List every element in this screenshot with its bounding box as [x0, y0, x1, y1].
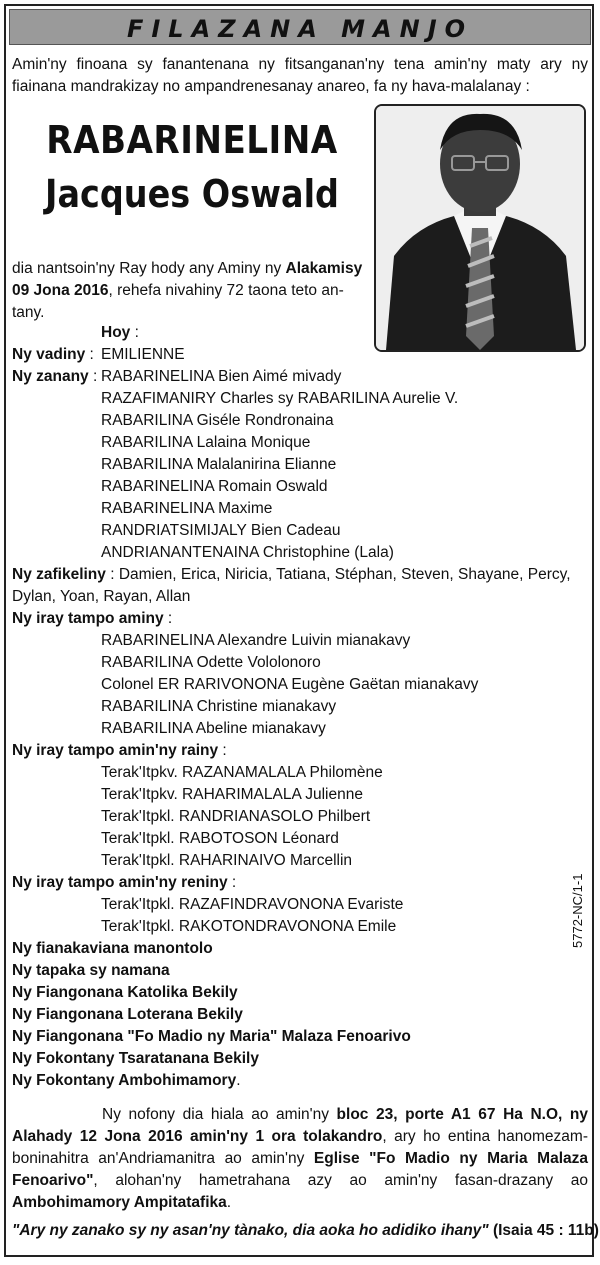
- siblings-row: Ny iray tampo aminy :: [12, 610, 173, 627]
- list-item: Terak'Itpkl. RANDRIANASOLO Philbert: [101, 808, 371, 825]
- grandchildren-names-cont: Dylan, Yoan, Rayan, Allan: [12, 588, 191, 605]
- funeral-paragraph: Ny nofony dia hiala ao amin'ny bloc 23, porte A1 67 Ha N.O, ny Alahady 12 Jona 2016 amin'ny 1 ora tolakandro, ary ho entina hanomezam-boninahitra an'Andriamanitra ao amin'ny Eglise "Fo Madio ny Maria Malaza Fenoarivo", alohan'ny hametrahana azy ao amin'ny fasan-drazany ao Ambohimamory Ampitatafika.: [12, 1106, 588, 1211]
- funeral-church: Eglise "Fo Madio ny Maria Malaza Fenoarivo": [12, 1150, 588, 1189]
- grandchildren-names: : Damien, Erica, Niricia, Tatiana, Stéphan, Steven, Shayane, Percy,: [105, 566, 571, 583]
- header-banner: [9, 9, 591, 45]
- list-item: RABARILINA Giséle Rondronaina: [101, 412, 334, 429]
- grandchildren-row: [12, 564, 588, 586]
- verse-quote: "Ary ny zanako sy ny asan'ny tànako, dia aoka ho adidiko ihany": [12, 1222, 489, 1239]
- funeral-cemetery: Ambohimamory Ampitatafika: [12, 1194, 227, 1211]
- list-item: Terak'Itpkv. RAHARIMALALA Julienne: [101, 786, 363, 803]
- intro-text: Amin'ny finoana sy fanantenana ny fitsanganan'ny tena amin'ny maty ary ny fiainana mandrakizay no ampandrenesanay anareo, fa ny hava-malalanay :: [12, 56, 588, 95]
- portrait-image: [376, 106, 584, 350]
- death-announcement: [12, 258, 370, 324]
- list-item: RABARILINA Christine mianakavy: [101, 698, 337, 715]
- list-item: Ny tapaka sy namana: [12, 962, 170, 979]
- hoy-label: Hoy :: [101, 324, 139, 341]
- list-item: Colonel ER RARIVONONA Eugène Gaëtan mianakavy: [101, 676, 479, 693]
- list-item: ANDRIANANTENAINA Christophine (Lala): [101, 544, 394, 561]
- spouse-row: Ny vadiny :: [12, 346, 94, 363]
- list-item: RABARILINA Odette Vololonoro: [101, 654, 321, 671]
- list-item: RABARINELINA Maxime: [101, 500, 273, 517]
- grandchildren-label: Ny zafikeliny: [12, 566, 106, 583]
- fatherside-row: Ny iray tampo amin'ny rainy :: [12, 742, 227, 759]
- death-text-before: dia nantsoin'ny Ray hody any Aminy ny: [12, 260, 286, 277]
- list-item: Ny Fiangonana Katolika Bekily: [12, 984, 238, 1001]
- children-row: Ny zanany :: [12, 368, 98, 385]
- motherside-label: Ny iray tampo amin'ny reniny: [12, 874, 228, 891]
- list-item: RANDRIATSIMIJALY Bien Cadeau: [101, 522, 341, 539]
- list-item-last: Ny Fokontany Ambohimamory.: [12, 1072, 241, 1089]
- deceased-surname: RABARINELINA: [46, 118, 338, 162]
- children-label: Ny zanany: [12, 368, 89, 385]
- page-title: FILAZANA MANJO: [126, 15, 474, 43]
- list-item: Terak'Itpkl. RAZAFINDRAVONONA Evariste: [101, 896, 404, 913]
- list-item: Terak'Itpkv. RAZANAMALALA Philomène: [101, 764, 383, 781]
- list-item: RABARILINA Lalaina Monique: [101, 434, 311, 451]
- fatherside-label: Ny iray tampo amin'ny rainy: [12, 742, 219, 759]
- reference-code: 5772-NC/1-1: [570, 873, 585, 948]
- list-item: Ny fianakaviana manontolo: [12, 940, 213, 957]
- verse-reference: (Isaia 45 : 11b): [488, 1222, 599, 1239]
- portrait-photo: [374, 104, 586, 352]
- list-item: RABARILINA Malalanirina Elianne: [101, 456, 337, 473]
- deceased-given-names: Jacques Oswald: [44, 172, 339, 216]
- bible-verse: [12, 1222, 599, 1240]
- list-item: Ny Fiangonana Loterana Bekily: [12, 1006, 243, 1023]
- list-item: RABARINELINA Bien Aimé mivady: [101, 368, 342, 385]
- list-item: RABARILINA Abeline mianakavy: [101, 720, 326, 737]
- siblings-label: Ny iray tampo aminy: [12, 610, 164, 627]
- list-item: Terak'Itpkl. RAHARINAIVO Marcellin: [101, 852, 353, 869]
- funeral-place: bloc 23, porte A1 67 Ha N.O, ny Alahady 12 Jona 2016 amin'ny 1 ora tolakandro: [12, 1106, 588, 1145]
- death-text-after: , rehefa nivahiny 72 taona teto an-tany.: [12, 282, 344, 321]
- list-item: RAZAFIMANIRY Charles sy RABARILINA Aurelie V.: [101, 390, 459, 407]
- list-item: Terak'Itpkl. RAKOTONDRAVONONA Emile: [101, 918, 397, 935]
- list-item: Ny Fiangonana "Fo Madio ny Maria" Malaza Fenoarivo: [12, 1028, 411, 1045]
- list-item: RABARINELINA Romain Oswald: [101, 478, 328, 495]
- list-item: RABARINELINA Alexandre Luivin mianakavy: [101, 632, 411, 649]
- spouse-name: EMILIENNE: [101, 346, 185, 363]
- motherside-row: Ny iray tampo amin'ny reniny :: [12, 874, 237, 891]
- death-date: Alakamisy 09 Jona 2016: [12, 260, 363, 299]
- spouse-label: Ny vadiny: [12, 346, 86, 363]
- list-item: Ny Fokontany Tsaratanana Bekily: [12, 1050, 259, 1067]
- list-item: Terak'Itpkl. RABOTOSON Léonard: [101, 830, 339, 847]
